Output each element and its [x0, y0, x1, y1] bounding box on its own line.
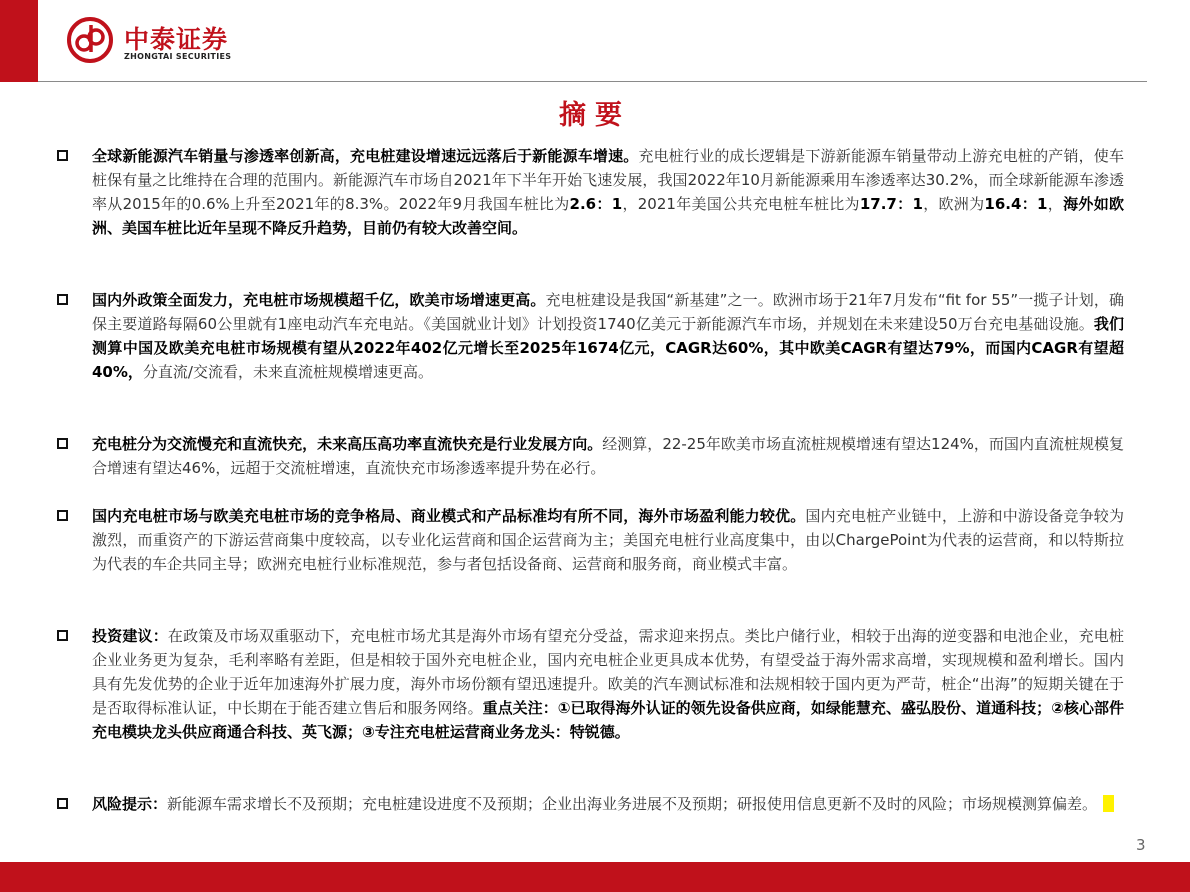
- bold-text-segment: 16.4：1: [984, 195, 1048, 213]
- bold-text-segment: 投资建议：: [92, 627, 168, 645]
- text-segment: 在政策及市场双重驱动下，充电桩市场尤其是海外市场有望充分受益，需求迎来拐点。类比户储行业，相较于出海的逆变器和电池企业，充电桩企业业务更为复杂，毛利率略有差距，但是相较于国外充电桩企业，国内充电桩企业更具成本优势，有望受益于海外需求高增，实现规模和盈利增长。国内具有先发优势的企业于近年加速海外扩展力度，海外市场份额有望迅速提升。欧美的汽车测试标准和法规相较于国内更为严苛，桩企“出海”的短期关键在于是否取得标准认证，中长期在于能否建立售后和服务网络。: [92, 627, 1124, 717]
- bold-text-segment: 2.6：1: [569, 195, 623, 213]
- bold-text-segment: 海外如欧洲、美国车桩比近年呈现不降反升趋势，目前仍有较大改善空间。: [92, 195, 1124, 237]
- bullet-square-icon: [57, 510, 68, 521]
- summary-paragraph-policy: [92, 288, 1124, 384]
- bold-text-segment: 风险提示：: [92, 795, 168, 813]
- text-segment: 分直流/交流看，未来直流桩规模增速更高。: [142, 363, 433, 381]
- text-segment: ，: [1047, 195, 1064, 213]
- bold-text-segment: 重点关注：①已取得海外认证的领先设备供应商，如绿能慧充、盛弘股份、道通科技；②核心部件充电模块龙头供应商通合科技、英飞源；③专注充电桩运营商业务龙头：特锐德。: [92, 699, 1124, 741]
- header-divider: [38, 81, 1147, 82]
- text-segment: 充电桩行业的成长逻辑是下游新能源车销量带动上游充电桩的产销，使车桩保有量之比维持在合理的范围内。新能源汽车市场自2021年下半年开始飞速发展，我国2022年10月新能源乘用车渗透率达30.2%，而全球新能源车渗透率从2015年的0.6%上升至2021年的8.3%。2022年9月我国车桩比为: [92, 147, 1124, 213]
- logo-english-name: ZHONGTAI SECURITIES: [124, 52, 232, 61]
- zhongtai-logo-icon: [66, 16, 114, 64]
- text-segment: 经测算，22-25年欧美市场直流桩规模增速有望达124%，而国内直流桩规模复合增速有望达46%，远超于交流桩增速，直流快充市场渗透率提升势在必行。: [92, 435, 1124, 477]
- bold-text-segment: 全球新能源汽车销量与渗透率创新高，充电桩建设增速远远落后于新能源车增速。: [92, 147, 639, 165]
- bullet-square-icon: [57, 798, 68, 809]
- bullet-square-icon: [57, 294, 68, 305]
- text-segment: ，欧洲为: [922, 195, 985, 213]
- text-segment: 国内充电桩产业链中，上游和中游设备竞争较为激烈，而重资产的下游运营商集中度较高，以专业化运营商和国企运营商为主；美国充电桩行业高度集中，由以ChargePoint为代表的运营商，和以特斯拉为代表的车企共同主导；欧洲充电桩行业标准规范，参与者包括设备商、运营商和服务商，商业模式丰富。: [92, 507, 1124, 573]
- header-red-band: [0, 0, 38, 82]
- text-segment: ，2021年美国公共充电桩车桩比为: [622, 195, 860, 213]
- bold-text-segment: 充电桩分为交流慢充和直流快充，未来高压高功率直流快充是行业发展方向。: [92, 435, 603, 453]
- text-segment: 新能源车需求增长不及预期；充电桩建设进度不及预期；企业出海业务进展不及预期；研报使用信息更新不及时的风险；市场规模测算偏差。: [167, 795, 1098, 813]
- text-segment: 充电桩建设是我国“新基建”之一。欧洲市场于21年7月发布“fit for 55”一揽子计划，确保主要道路每隔60公里就有1座电动汽车充电站。《美国就业计划》计划投资1740亿美元于新能源汽车市场，并规划在未来建设50万台充电基础设施。: [92, 291, 1124, 333]
- bold-text-segment: 国内充电桩市场与欧美充电桩市场的竞争格局、商业模式和产品标准均有所不同，海外市场盈利能力较优。: [92, 507, 806, 525]
- bold-text-segment: 我们测算中国及欧美充电桩市场规模有望从2022年402亿元增长至2025年1674亿元，CAGR达60%，其中欧美CAGR有望达79%，而国内CAGR有望超40%，: [92, 315, 1124, 381]
- summary-paragraph-competition: [92, 504, 1124, 576]
- summary-paragraph-investment: [92, 624, 1124, 744]
- page-number: 3: [1136, 836, 1146, 854]
- logo-chinese-name: 中泰证券: [124, 25, 229, 54]
- summary-paragraph-risk: [92, 792, 1124, 816]
- bullet-square-icon: [57, 630, 68, 641]
- text-cursor-highlight: [1103, 795, 1114, 812]
- bullet-square-icon: [57, 438, 68, 449]
- bold-text-segment: 17.7：1: [859, 195, 923, 213]
- page-title: 摘要: [559, 100, 631, 131]
- bullet-square-icon: [57, 150, 68, 161]
- summary-paragraph-ev-sales: [92, 144, 1124, 240]
- bold-text-segment: 国内外政策全面发力，充电桩市场规模超千亿，欧美市场增速更高。: [92, 291, 546, 309]
- summary-paragraph-ac-dc: [92, 432, 1124, 480]
- footer-red-band: [0, 862, 1190, 892]
